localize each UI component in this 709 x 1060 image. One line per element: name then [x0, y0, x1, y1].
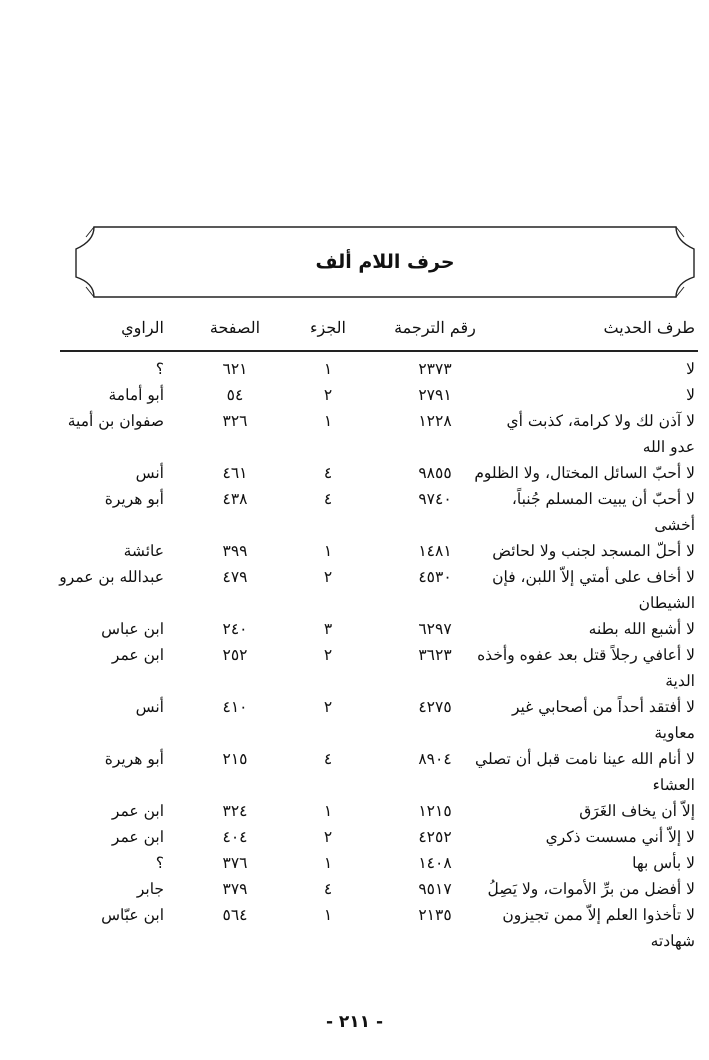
hadith-text: لا آذن لك ولا كرامة، كذبت أي: [506, 412, 695, 430]
table-row: [0, 720, 709, 746]
hadith-text: لا أفضل من برِّ الأموات، ولا يَصِلُ: [487, 880, 695, 898]
entry-number: ٣٦٢٣: [418, 646, 452, 664]
table-row: [0, 798, 709, 824]
page-ref: ٥٦٤: [222, 906, 248, 924]
part-number: ٢: [323, 698, 333, 716]
narrator-name: أنس: [135, 698, 164, 716]
narrator-name: عبدالله بن عمرو: [59, 568, 164, 586]
page-ref: ٤٠٤: [222, 828, 248, 846]
narrator-name: ؟: [155, 360, 164, 378]
narrator-name: أبو هريرة: [104, 490, 164, 508]
part-number: ٢: [323, 568, 333, 586]
part-number: ٤: [323, 750, 333, 768]
hadith-text: لا أخاف على أمتي إلاّ اللبن، فإن: [492, 568, 695, 586]
hadith-text: لا: [686, 386, 695, 404]
narrator-name: صفوان بن أمية: [67, 412, 164, 430]
narrator-name: ابن عمر: [111, 828, 164, 846]
table-row: [0, 434, 709, 460]
hadith-text: معاوية: [654, 724, 695, 742]
entry-number: ١٤٨١: [418, 542, 452, 560]
page-ref: ٣٩٩: [222, 542, 248, 560]
table-row: [0, 356, 709, 382]
hadith-text: عدو الله: [642, 438, 695, 456]
part-number: ١: [323, 802, 333, 820]
hadith-text: العشاء: [652, 776, 695, 794]
page-ref: ٣٧٩: [222, 880, 248, 898]
table-row: [0, 538, 709, 564]
page-ref: ٢٥٢: [222, 646, 248, 664]
hadith-text: لا أفتقد أحداً من أصحابي غير: [511, 698, 695, 716]
hadith-text: لا بأس بها: [632, 854, 695, 872]
page-ref: ٤٦١: [222, 464, 248, 482]
entry-number: ٤٢٧٥: [418, 698, 452, 716]
part-number: ٣: [323, 620, 333, 638]
table-row: [0, 564, 709, 590]
hadith-text: الشيطان: [638, 594, 695, 612]
page-ref: ٥٤: [226, 386, 244, 404]
narrator-name: ؟: [155, 854, 164, 872]
part-number: ١: [323, 360, 333, 378]
table-row: [0, 902, 709, 928]
narrator-name: أبو هريرة: [104, 750, 164, 768]
table-body: [0, 356, 709, 954]
entry-number: ٤٥٣٠: [418, 568, 452, 586]
part-number: ١: [323, 854, 333, 872]
hadith-text: لا إلاّ أني مسست ذكري: [545, 828, 695, 846]
part-number: ١: [323, 542, 333, 560]
page-ref: ٦٢١: [222, 360, 248, 378]
header-narrator: الراوي: [121, 318, 164, 337]
hadith-text: لا أعافي رجلاً قتل بعد عفوه وأخذه: [477, 646, 695, 664]
table-row: [0, 486, 709, 512]
hadith-text: لا تأخذوا العلم إلاّ ممن تجيزون: [502, 906, 695, 924]
entry-number: ١٢٢٨: [418, 412, 452, 430]
narrator-name: ابن عباس: [101, 620, 164, 638]
table-header: [0, 318, 709, 342]
hadith-text: لا أشبع الله بطنه: [588, 620, 695, 638]
page-ref: ٣٢٦: [222, 412, 248, 430]
part-number: ٤: [323, 490, 333, 508]
table-row: [0, 408, 709, 434]
part-number: ٤: [323, 464, 333, 482]
hadith-text: إلاّ أن يخاف الغَرَق: [579, 802, 695, 820]
section-banner: [72, 225, 698, 299]
table-row: [0, 512, 709, 538]
entry-number: ٦٢٩٧: [418, 620, 452, 638]
table-row: [0, 590, 709, 616]
entry-number: ٢١٣٥: [418, 906, 452, 924]
table-row: [0, 850, 709, 876]
entry-number: ٤٢٥٢: [418, 828, 452, 846]
table-row: [0, 928, 709, 954]
table-row: [0, 772, 709, 798]
page-ref: ٤١٠: [222, 698, 248, 716]
entry-number: ٢٧٩١: [418, 386, 452, 404]
header-rule: [60, 350, 698, 352]
page-ref: ٢٤٠: [222, 620, 248, 638]
hadith-text: الدية: [665, 672, 695, 690]
table-row: [0, 382, 709, 408]
header-part: الجزء: [310, 318, 346, 337]
page-number: - ٢١١ -: [325, 1012, 384, 1032]
entry-number: ١٤٠٨: [418, 854, 452, 872]
page-ref: ٣٧٦: [222, 854, 248, 872]
table-row: [0, 460, 709, 486]
header-hadith: طرف الحديث: [603, 318, 695, 337]
entry-number: ٩٧٤٠: [418, 490, 452, 508]
table-row: [0, 876, 709, 902]
hadith-text: لا أحلّ المسجد لجنب ولا لحائض: [492, 542, 695, 560]
part-number: ١: [323, 412, 333, 430]
narrator-name: عائشة: [123, 542, 164, 560]
page-ref: ٤٧٩: [222, 568, 248, 586]
entry-number: ١٢١٥: [418, 802, 452, 820]
table-row: [0, 694, 709, 720]
hadith-text: شهادته: [650, 932, 695, 950]
table-row: [0, 746, 709, 772]
part-number: ٢: [323, 828, 333, 846]
hadith-text: لا أحبّ أن يبيت المسلم جُنباً،: [511, 490, 695, 508]
part-number: ١: [323, 906, 333, 924]
page-ref: ٣٢٤: [222, 802, 248, 820]
entry-number: ٩٨٥٥: [418, 464, 452, 482]
table-row: [0, 824, 709, 850]
page-ref: ٢١٥: [222, 750, 248, 768]
hadith-text: لا: [686, 360, 695, 378]
narrator-name: ابن عمر: [111, 802, 164, 820]
entry-number: ٢٣٧٣: [418, 360, 452, 378]
header-number: رقم الترجمة: [394, 318, 476, 337]
narrator-name: ابن عبّاس: [101, 906, 164, 924]
part-number: ٤: [323, 880, 333, 898]
hadith-text: لا أنام الله عينا نامت قبل أن تصلي: [475, 750, 695, 768]
header-page: الصفحة: [209, 318, 261, 337]
part-number: ٢: [323, 646, 333, 664]
narrator-name: ابن عمر: [111, 646, 164, 664]
narrator-name: أبو أمامة: [108, 386, 164, 404]
entry-number: ٨٩٠٤: [418, 750, 452, 768]
table-row: [0, 668, 709, 694]
narrator-name: جابر: [136, 880, 164, 898]
narrator-name: أنس: [135, 464, 164, 482]
hadith-text: أخشى: [654, 516, 695, 534]
page-ref: ٤٣٨: [222, 490, 248, 508]
table-row: [0, 616, 709, 642]
banner-title: حرف اللام ألف: [315, 251, 455, 273]
part-number: ٢: [323, 386, 333, 404]
entry-number: ٩٥١٧: [418, 880, 452, 898]
hadith-text: لا أحبّ السائل المختال، ولا الظلوم: [474, 464, 695, 482]
table-row: [0, 642, 709, 668]
